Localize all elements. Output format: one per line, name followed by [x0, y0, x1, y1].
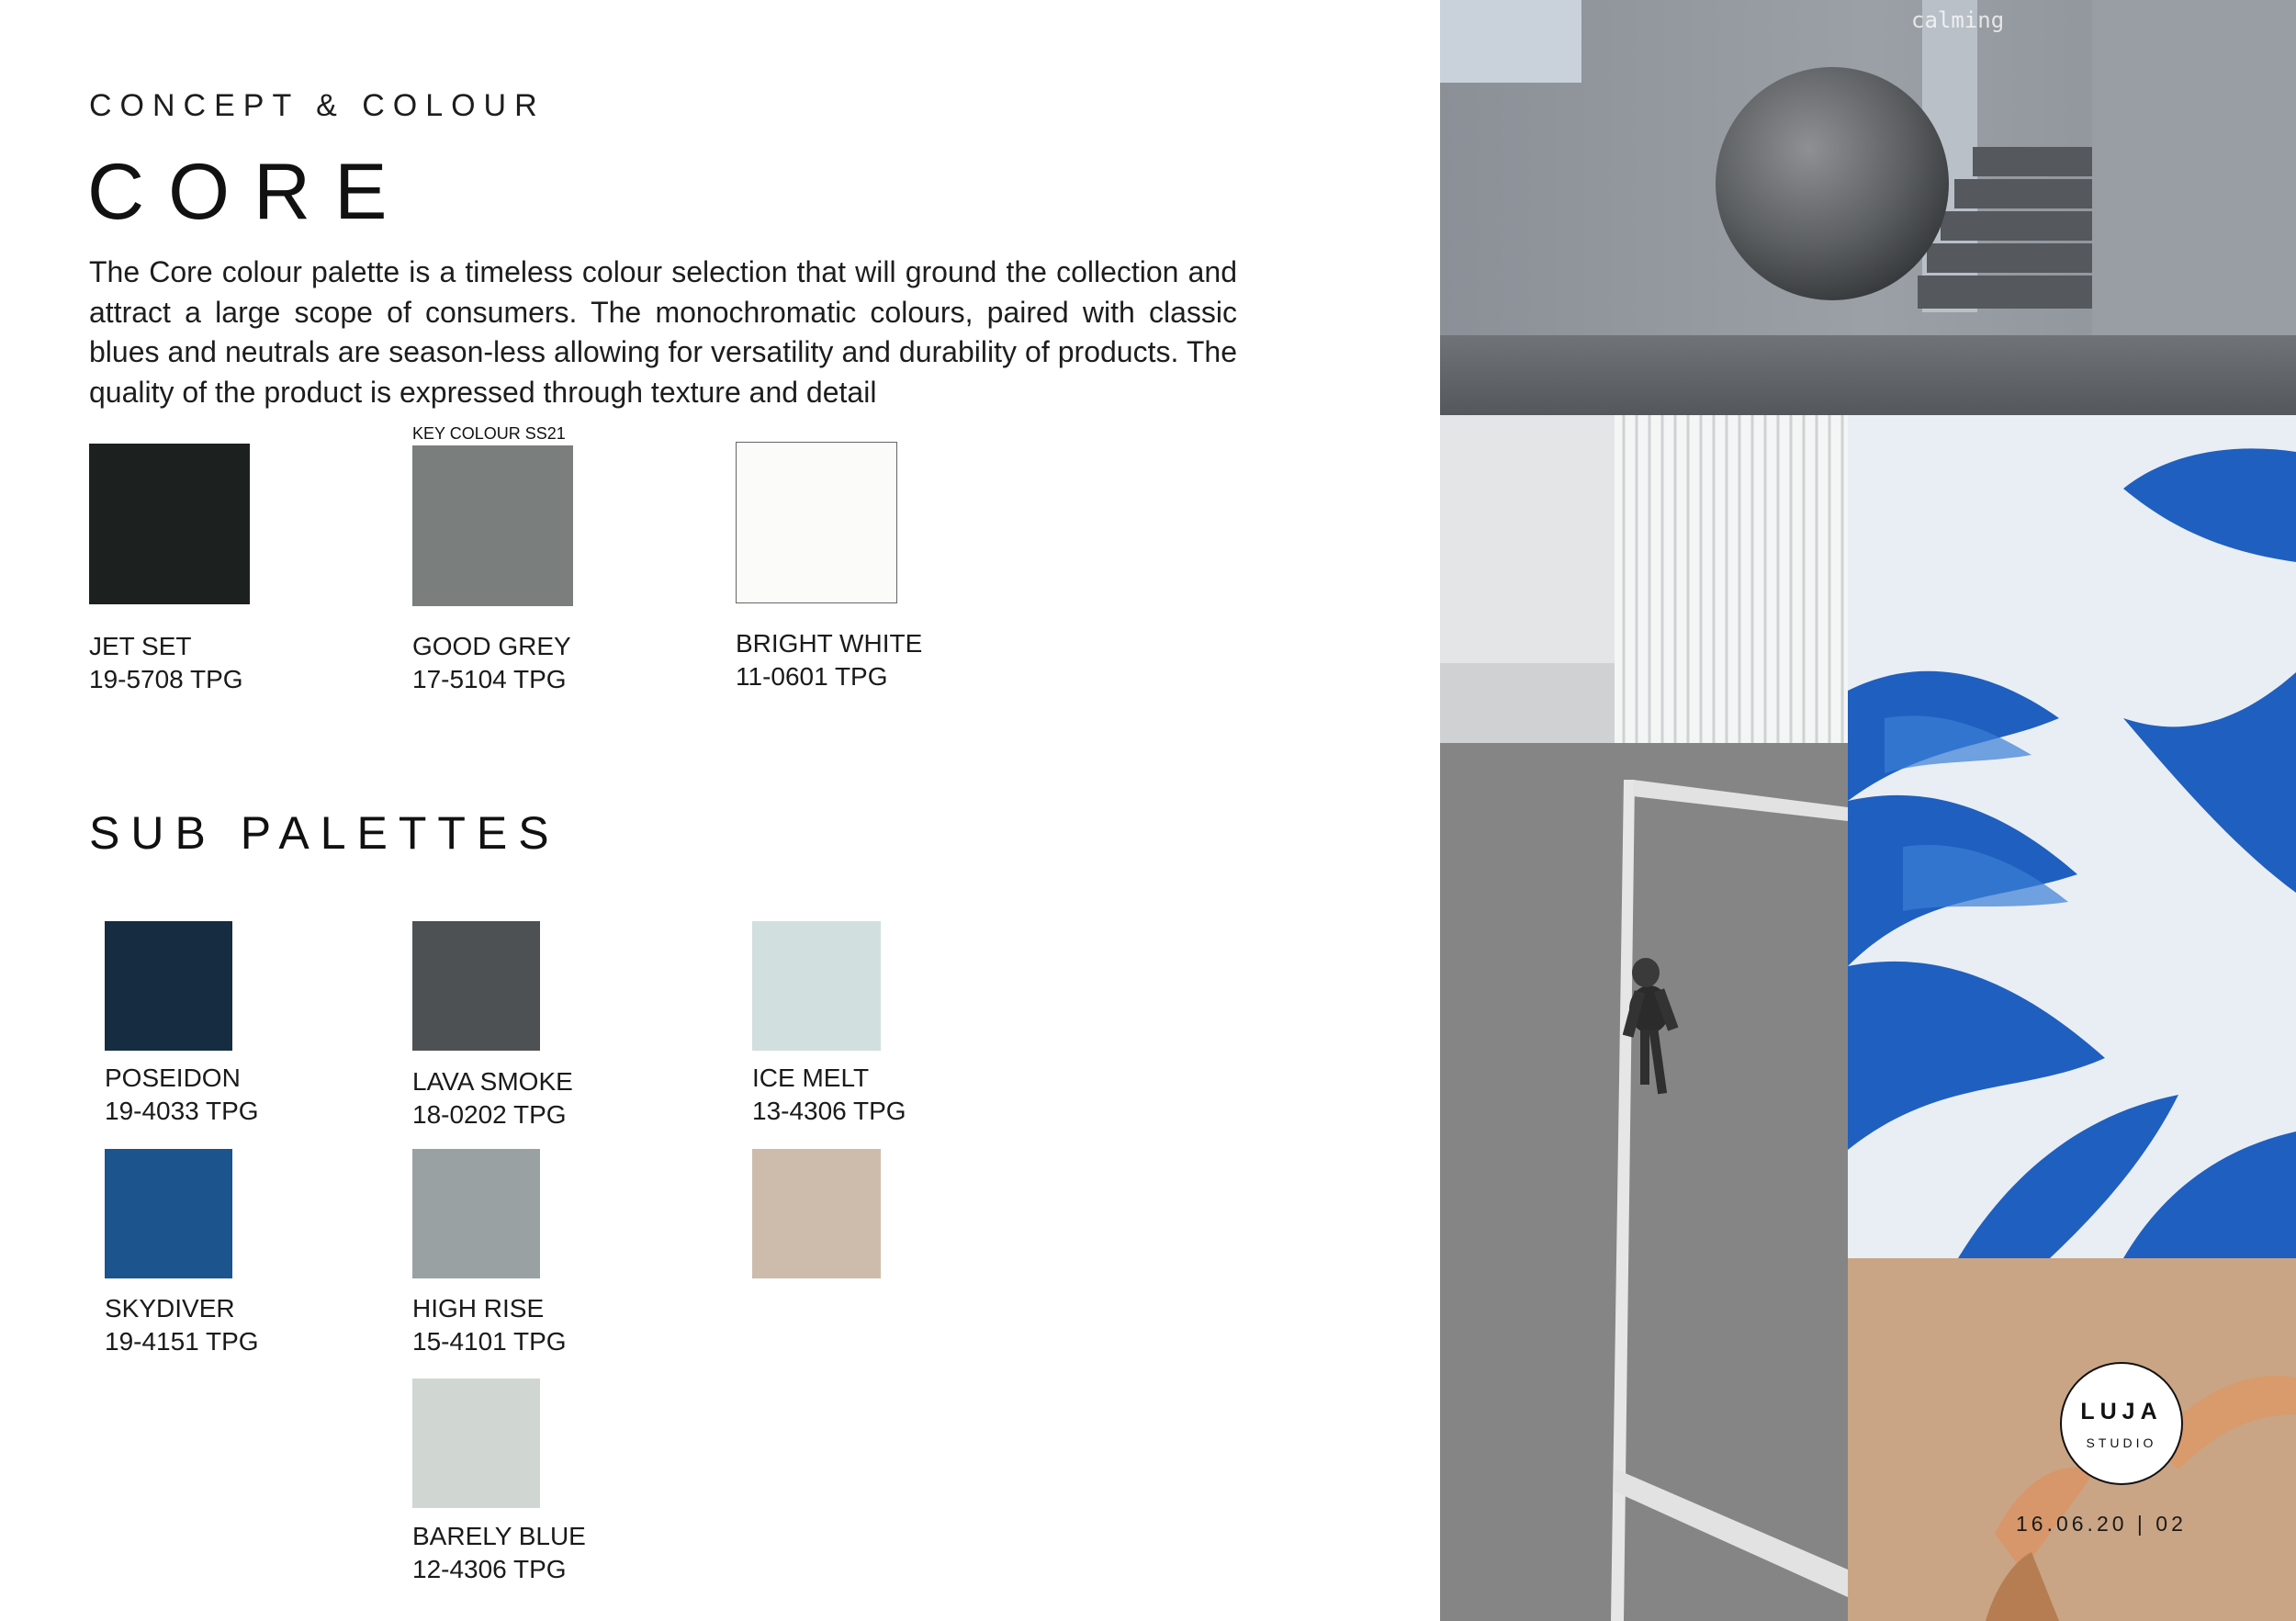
swatch-label-skydiver [105, 1292, 259, 1358]
color-name: LAVA SMOKE [412, 1067, 573, 1096]
brand-name: LUJA [2080, 1399, 2163, 1424]
fluted-wall-image [1440, 415, 1848, 743]
color-name: GOOD GREY [412, 632, 571, 660]
concrete-sphere-image [1440, 0, 2296, 415]
swatch-label-good-grey [412, 630, 571, 696]
color-code: 13-4306 TPG [752, 1097, 906, 1125]
swatch-lava-smoke [412, 921, 540, 1051]
luja-studio-logo [2060, 1362, 2183, 1485]
swatch-bright-white [736, 442, 897, 603]
swatch-jet-set [89, 444, 250, 604]
color-code: 19-4151 TPG [105, 1327, 259, 1356]
swatch-label-barely-blue [412, 1520, 586, 1586]
photo-label: calming [1911, 7, 2005, 33]
color-code: 11-0601 TPG [736, 662, 888, 691]
swatch-poseidon [105, 921, 232, 1051]
swatch-skydiver [105, 1149, 232, 1278]
photo-runner-road [1440, 743, 1848, 1621]
brand-subtitle: STUDIO [2086, 1435, 2157, 1450]
swatch-high-rise [412, 1149, 540, 1278]
swatch-ice-melt [752, 921, 881, 1051]
color-name: ICE MELT [752, 1064, 870, 1092]
eyebrow-heading: CONCEPT & COLOUR [89, 88, 546, 123]
color-name: HIGH RISE [412, 1294, 545, 1323]
swatch-barely-blue [412, 1379, 540, 1508]
swatch-label-jet-set [89, 630, 243, 696]
runner-road-image [1440, 743, 1848, 1621]
color-code: 19-4033 TPG [105, 1097, 259, 1125]
palette-description: The Core colour palette is a timeless colour selection that will ground the collection and attract a large scope of consumers. The monochromatic colours, paired with classic blues and neutrals are season-less allowing for versatility and durability of products. The quality of the product is expressed through texture and detail [89, 255, 1237, 409]
key-colour-note: KEY COLOUR SS21 [412, 424, 566, 443]
photo-blue-palm [1848, 415, 2296, 1258]
color-name: SKYDIVER [105, 1294, 235, 1323]
color-name: POSEIDON [105, 1064, 241, 1092]
color-name: BRIGHT WHITE [736, 629, 923, 658]
page-title: CORE [87, 148, 411, 236]
swatch-label-lava-smoke [412, 1065, 573, 1131]
swatch-label-ice-melt [752, 1062, 906, 1128]
swatch-label-poseidon [105, 1062, 259, 1128]
color-code: 17-5104 TPG [412, 665, 567, 693]
color-name: BARELY BLUE [412, 1522, 586, 1550]
date-page-footer: 16.06.20 | 02 [2016, 1512, 2187, 1536]
sub-palettes-heading: SUB PALETTES [89, 807, 560, 859]
color-code: 12-4306 TPG [412, 1555, 567, 1583]
blue-palm-image [1848, 415, 2296, 1258]
photo-fluted-wall [1440, 415, 1848, 743]
color-code: 18-0202 TPG [412, 1100, 567, 1129]
swatch-label-high-rise [412, 1292, 567, 1358]
color-code: 19-5708 TPG [89, 665, 243, 693]
swatch-sand [752, 1149, 881, 1278]
photo-concrete-sphere [1440, 0, 2296, 415]
color-name: JET SET [89, 632, 192, 660]
color-code: 15-4101 TPG [412, 1327, 567, 1356]
swatch-label-bright-white [736, 627, 922, 693]
swatch-good-grey [412, 445, 573, 606]
